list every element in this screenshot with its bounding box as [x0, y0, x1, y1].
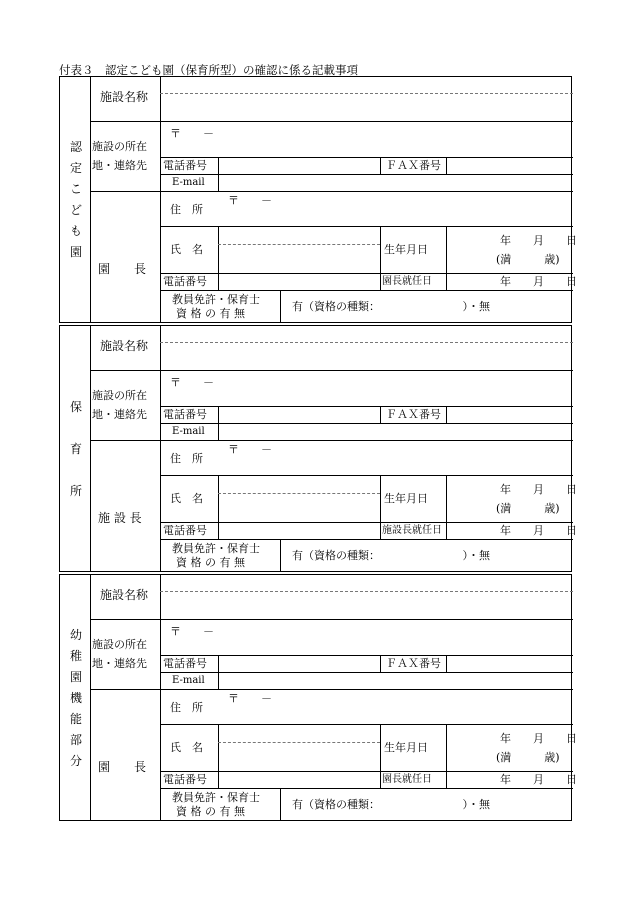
fax-label: ＦＡＸ番号	[386, 657, 441, 670]
birth-value-line1: 年 月 日	[500, 483, 577, 496]
birth-value-line2: (満 歳)	[496, 502, 560, 515]
license-label-line1: 教員免許・保育士	[172, 542, 260, 555]
head-address-label: 住 所	[170, 452, 203, 465]
head-postal-mark: 〒 －	[228, 443, 272, 456]
head-address-label: 住 所	[170, 701, 203, 714]
phone-label: 電話番号	[163, 657, 207, 670]
birth-value-line1: 年 月 日	[500, 234, 577, 247]
head-label: 施 設 長	[98, 511, 142, 525]
phone-label: 電話番号	[163, 408, 207, 421]
email-label: E-mail	[172, 426, 205, 437]
head-phone-label: 電話番号	[163, 524, 207, 537]
head-postal-mark: 〒 －	[228, 194, 272, 207]
birth-value-line2: (満 歳)	[496, 253, 560, 266]
license-label-line2: 資 格 の 有 無	[176, 805, 245, 818]
name-label: 氏 名	[170, 492, 203, 505]
head-postal-mark: 〒 －	[228, 692, 272, 705]
license-value: 有（資格の種類： ）・無	[292, 549, 490, 562]
email-label: E-mail	[172, 177, 205, 188]
postal-mark: 〒 －	[170, 376, 214, 389]
license-value: 有（資格の種類： ）・無	[292, 300, 490, 313]
appointment-value: 年 月 日	[500, 275, 577, 288]
license-label-line1: 教員免許・保育士	[172, 791, 260, 804]
section-block-2	[59, 325, 577, 572]
phone-label: 電話番号	[163, 159, 207, 172]
postal-mark: 〒 －	[170, 625, 214, 638]
section-block-1	[59, 76, 577, 323]
birth-value-line2: (満 歳)	[496, 751, 560, 764]
address-label-line1: 施設の所在	[92, 638, 147, 651]
address-label-line1: 施設の所在	[92, 140, 147, 153]
name-label: 氏 名	[170, 243, 203, 256]
head-label: 園 長	[98, 760, 147, 774]
postal-mark: 〒 －	[170, 127, 214, 140]
license-label-line1: 教員免許・保育士	[172, 293, 260, 306]
license-label-line2: 資 格 の 有 無	[176, 556, 245, 569]
appointment-label: 園長就任日	[382, 276, 432, 287]
section-side-label: 幼 稚 園 機 能 部 分	[69, 628, 82, 768]
license-value: 有（資格の種類： ）・無	[292, 798, 490, 811]
address-label-line2: 地・連絡先	[92, 657, 147, 670]
document-title: 付表３ 認定こども園（保育所型）の確認に係る記載事項	[59, 63, 358, 77]
email-label: E-mail	[172, 675, 205, 686]
address-label-line2: 地・連絡先	[92, 159, 147, 172]
birth-label: 生年月日	[384, 492, 428, 505]
head-label: 園 長	[98, 262, 147, 276]
facility-name-label: 施設名称	[100, 339, 149, 353]
birth-label: 生年月日	[384, 243, 428, 256]
section-block-3	[59, 574, 577, 821]
appointment-label: 施設長就任日	[382, 525, 442, 536]
birth-value-line1: 年 月 日	[500, 732, 577, 745]
fax-label: ＦＡＸ番号	[386, 159, 441, 172]
name-label: 氏 名	[170, 741, 203, 754]
section-side-label: 認 定 こ ど も 園	[69, 140, 82, 259]
head-phone-label: 電話番号	[163, 275, 207, 288]
facility-name-label: 施設名称	[100, 90, 149, 104]
birth-label: 生年月日	[384, 741, 428, 754]
license-label-line2: 資 格 の 有 無	[176, 307, 245, 320]
address-label-line1: 施設の所在	[92, 389, 147, 402]
facility-name-label: 施設名称	[100, 588, 149, 602]
appointment-value: 年 月 日	[500, 524, 577, 537]
fax-label: ＦＡＸ番号	[386, 408, 441, 421]
address-label-line2: 地・連絡先	[92, 408, 147, 421]
appointment-value: 年 月 日	[500, 773, 577, 786]
section-side-label: 保 育 所	[69, 400, 82, 498]
appointment-label: 園長就任日	[382, 774, 432, 785]
head-phone-label: 電話番号	[163, 773, 207, 786]
head-address-label: 住 所	[170, 203, 203, 216]
